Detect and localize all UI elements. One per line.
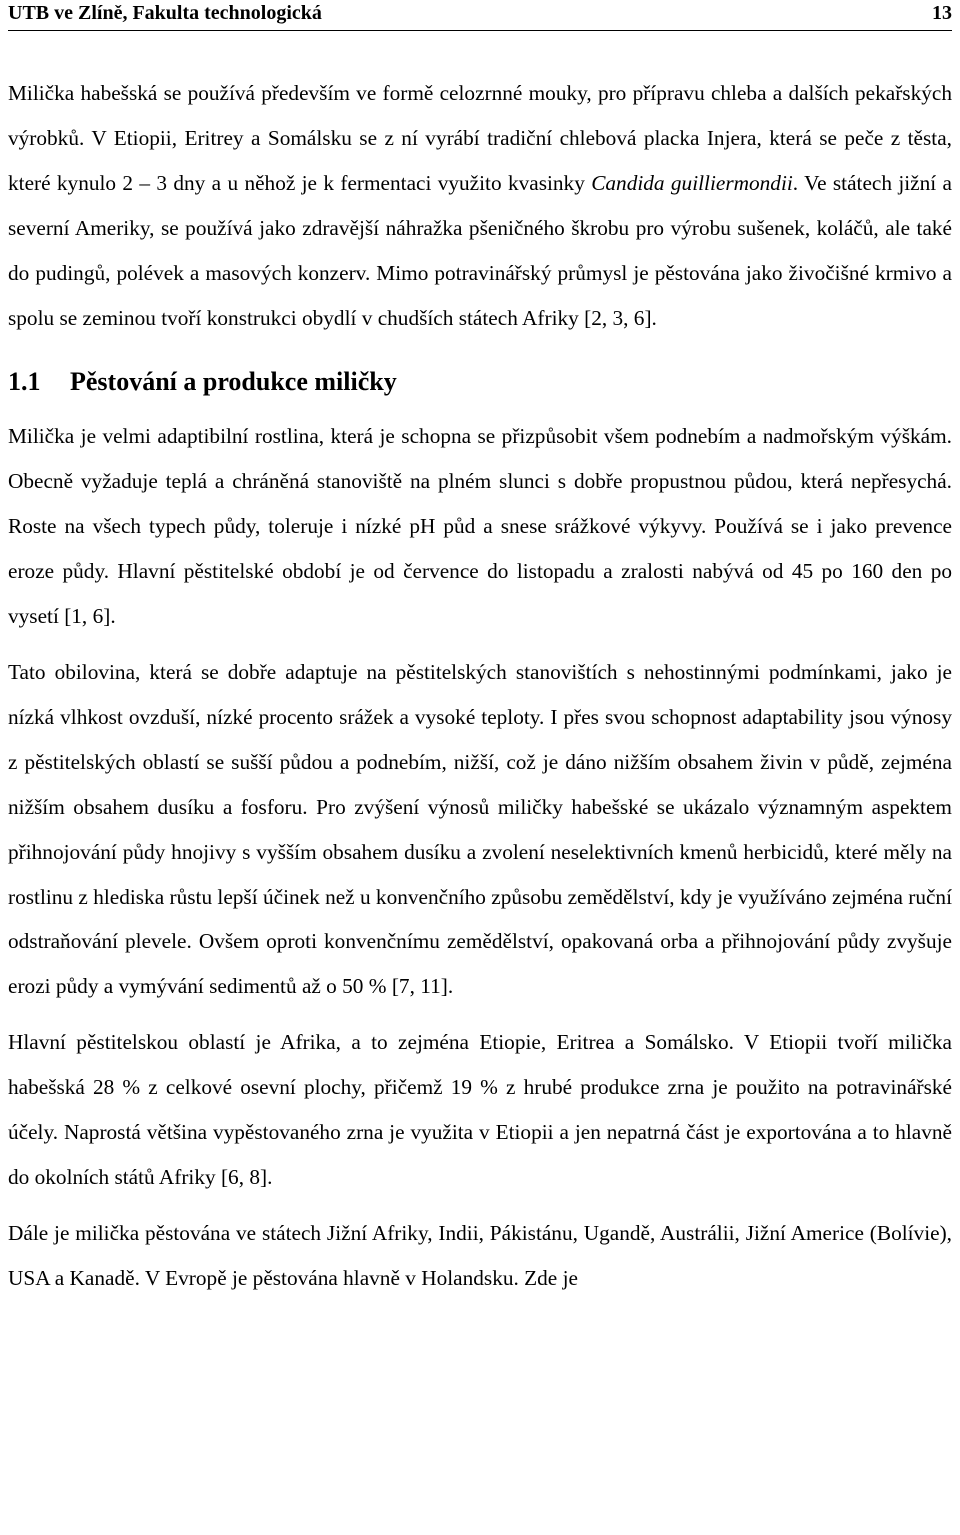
section-heading	[8, 367, 952, 397]
paragraph-intro-text-b: . Ve státech jižní a severní Ameriky, se používá jako zdravější náhražka pšeničného škrobu pro výrobu sušenek, koláčů, ale také do pudingů, polévek a masových konzerv. Mimo potravinářský průmysl je pěstována jako živočišné krmivo a spolu se zeminou tvoří konstrukci obydlí v chudších státech Afriky [2, 3, 6].	[8, 170, 952, 330]
section-number: 1.1	[8, 367, 41, 397]
paragraph-intro	[8, 71, 952, 340]
page-body	[8, 71, 952, 1301]
paragraph-africa: Hlavní pěstitelskou oblastí je Afrika, a to zejména Etiopie, Eritrea a Somálsko. V Etiopii tvoří milička habešská 28 % z celkové osevní plochy, přičemž 19 % z hrubé produkce zrna je použito na potravinářské účely. Naprostá většina vypěstovaného zrna je využita v Etiopii a jen nepatrná část je exportována a to hlavně do okolních států Afriky [6, 8].	[8, 1030, 952, 1189]
page-number: 13	[932, 2, 952, 24]
paragraph-other-countries: Dále je milička pěstována ve státech Jižní Afriky, Indii, Pákistánu, Ugandě, Austrálii, Jižní Americe (Bolívie), USA a Kanadě. V Evropě je pěstována hlavně v Holandsku. Zde je	[8, 1220, 952, 1290]
paragraph-yields: Tato obilovina, která se dobře adaptuje na pěstitelských stanovištích s nehostinnými podmínkami, jako je nízká vlhkost ovzduší, nízké procento srážek a vysoké teploty. I přes svou schopnost adaptability jsou výnosy z pěstitelských oblastí se sušší půdou a podnebím, nižší, což je dáno nižším obsahem živin v půdě, zejména nižším obsahem dusíku a fosforu. Pro zvýšení výnosů miličky habešské se ukázalo významným aspektem přihnojování půdy hnojivy s vyšším obsahem dusíku a zvolení neselektivních kmenů herbicidů, které měly na rostlinu z hlediska růstu lepší účinek než u konvenčního způsobu zemědělství, kdy je využíváno zejména ruční odstraňování plevele. Ovšem oproti konvenčnímu zemědělství, opakovaná orba a přihnojování půdy zvyšuje erozi půdy a vymývání sedimentů až o 50 % [7, 11].	[8, 659, 952, 999]
section-title: Pěstování a produkce miličky	[70, 367, 397, 397]
species-name: Candida guilliermondii	[591, 170, 793, 195]
header-title: UTB ve Zlíně, Fakulta technologická	[8, 2, 322, 24]
paragraph-intro-text-a: Milička habešská se používá především ve formě celozrnné mouky, pro přípravu chleba a dalších pekařských výrobků. V Etiopii, Eritrey a Somálsku se z ní vyrábí tradiční chlebová placka Injera, která se peče z těsta, které kynulo 2 – 3 dny a u něhož je k fermentaci využito kvasinky	[8, 81, 952, 195]
running-header	[8, 0, 952, 31]
paragraph-adaptability: Milička je velmi adaptibilní rostlina, která je schopna se přizpůsobit všem podnebím a nadmořským výškám. Obecně vyžaduje teplá a chráněná stanoviště na plném slunci s dobře propustnou půdou, která nepřesychá. Roste na všech typech půdy, toleruje i nízké pH půd a snese srážkové výkyvy. Používá se i jako prevence eroze půdy. Hlavní pěstitelské období je od července do listopadu a zralosti nabývá od 45 po 160 den po vysetí [1, 6].	[8, 424, 952, 629]
